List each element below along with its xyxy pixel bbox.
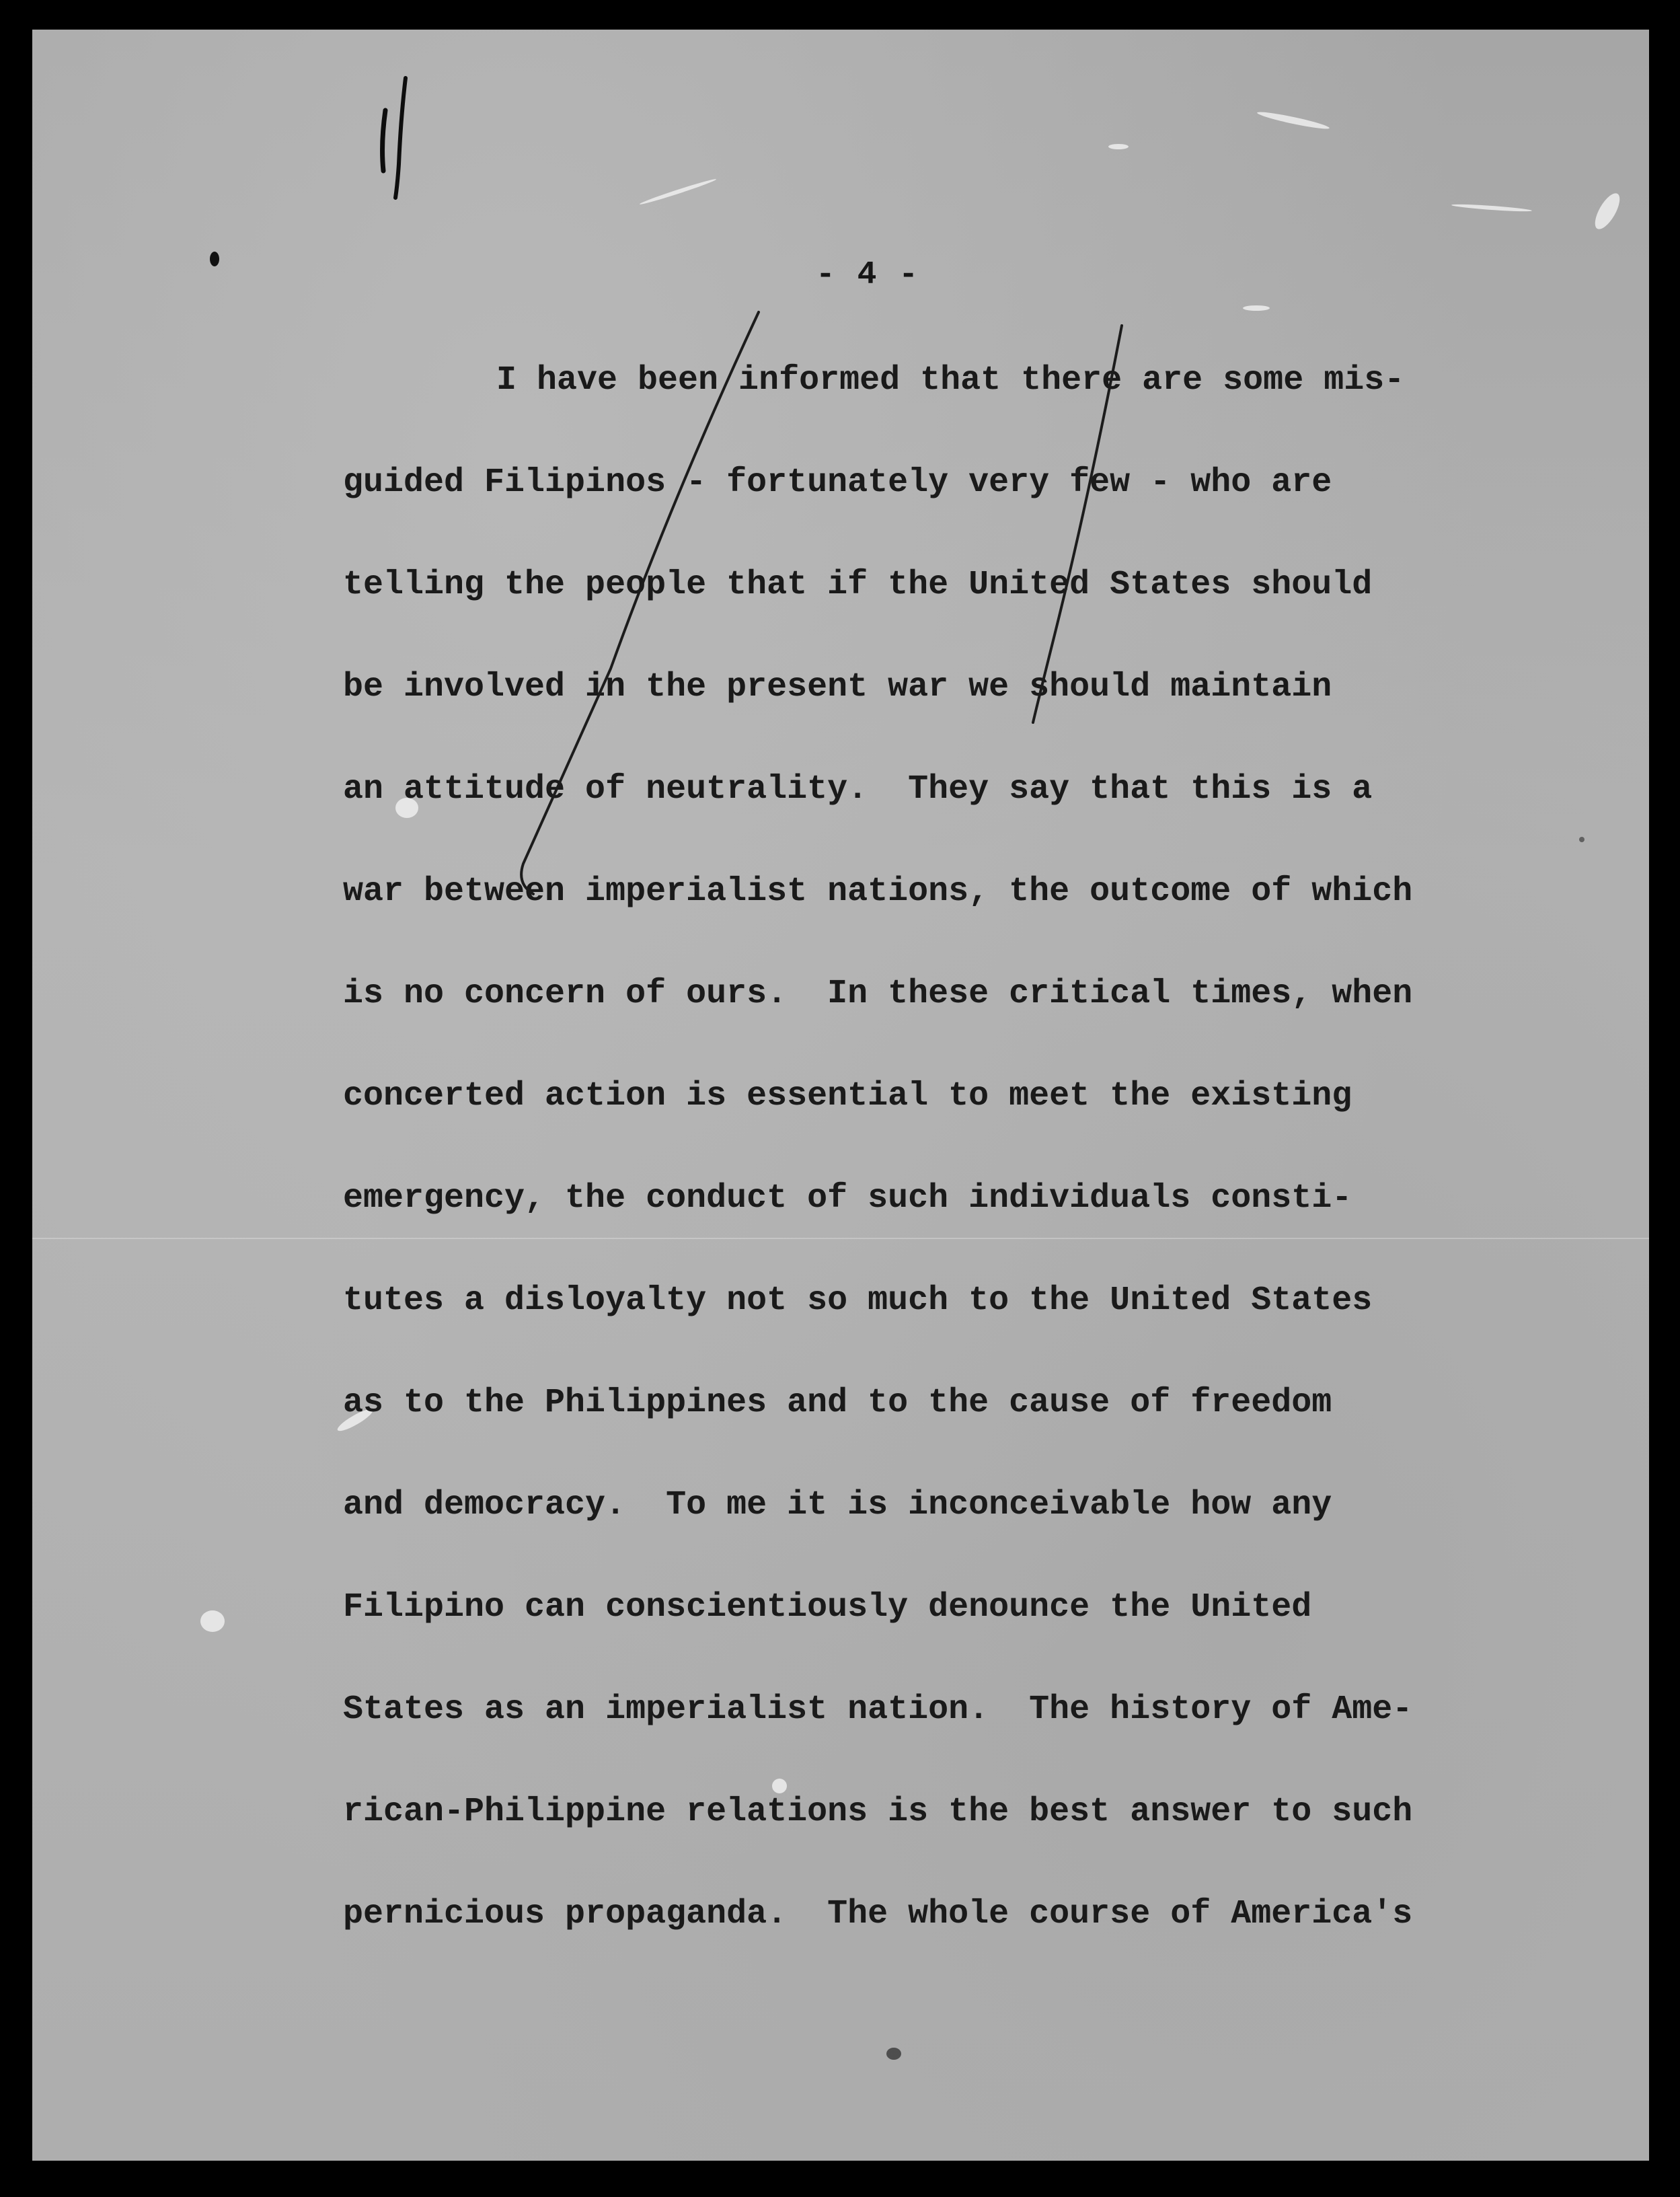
text-line: States as an imperialist nation. The history of Ame- bbox=[343, 1690, 1413, 1729]
text-line: emergency, the conduct of such individuals consti- bbox=[343, 1179, 1352, 1218]
ink-speck bbox=[1579, 837, 1584, 842]
pencil-tick-mark bbox=[383, 110, 385, 171]
text-line: tutes a disloyalty not so much to the United States bbox=[343, 1281, 1373, 1320]
text-line: be involved in the present war we should maintain bbox=[343, 668, 1332, 706]
document-page bbox=[32, 30, 1649, 2161]
body-text bbox=[343, 361, 1486, 1997]
dust-speck bbox=[1256, 110, 1330, 132]
text-line: and democracy. To me it is inconceivable how any bbox=[343, 1486, 1332, 1524]
pencil-tick-mark bbox=[395, 78, 406, 198]
text-line: concerted action is essential to meet the existing bbox=[343, 1077, 1352, 1115]
text-line: is no concern of ours. In these critical times, when bbox=[343, 975, 1413, 1013]
text-line: war between imperialist nations, the outcome of which bbox=[343, 872, 1413, 911]
dust-speck bbox=[1451, 203, 1532, 213]
dust-speck bbox=[639, 178, 717, 207]
text-line: guided Filipinos - fortunately very few - who are bbox=[343, 463, 1332, 502]
page-number: - 4 - bbox=[815, 257, 920, 293]
dust-speck bbox=[1108, 144, 1129, 149]
text-line: Filipino can conscientiously denounce the United bbox=[343, 1588, 1312, 1627]
dust-speck bbox=[1243, 305, 1270, 311]
text-line: rican-Philippine relations is the best answer to such bbox=[343, 1793, 1413, 1831]
text-line: as to the Philippines and to the cause of freedom bbox=[343, 1384, 1332, 1422]
text-line: an attitude of neutrality. They say that this is a bbox=[343, 770, 1373, 809]
ink-speck bbox=[886, 2048, 901, 2060]
text-line: pernicious propaganda. The whole course of America's bbox=[343, 1895, 1413, 1933]
dust-speck bbox=[200, 1610, 225, 1632]
text-line: telling the people that if the United States should bbox=[343, 566, 1373, 604]
text-line: I have been informed that there are some mis- bbox=[496, 361, 1405, 400]
dust-speck bbox=[1591, 190, 1625, 233]
